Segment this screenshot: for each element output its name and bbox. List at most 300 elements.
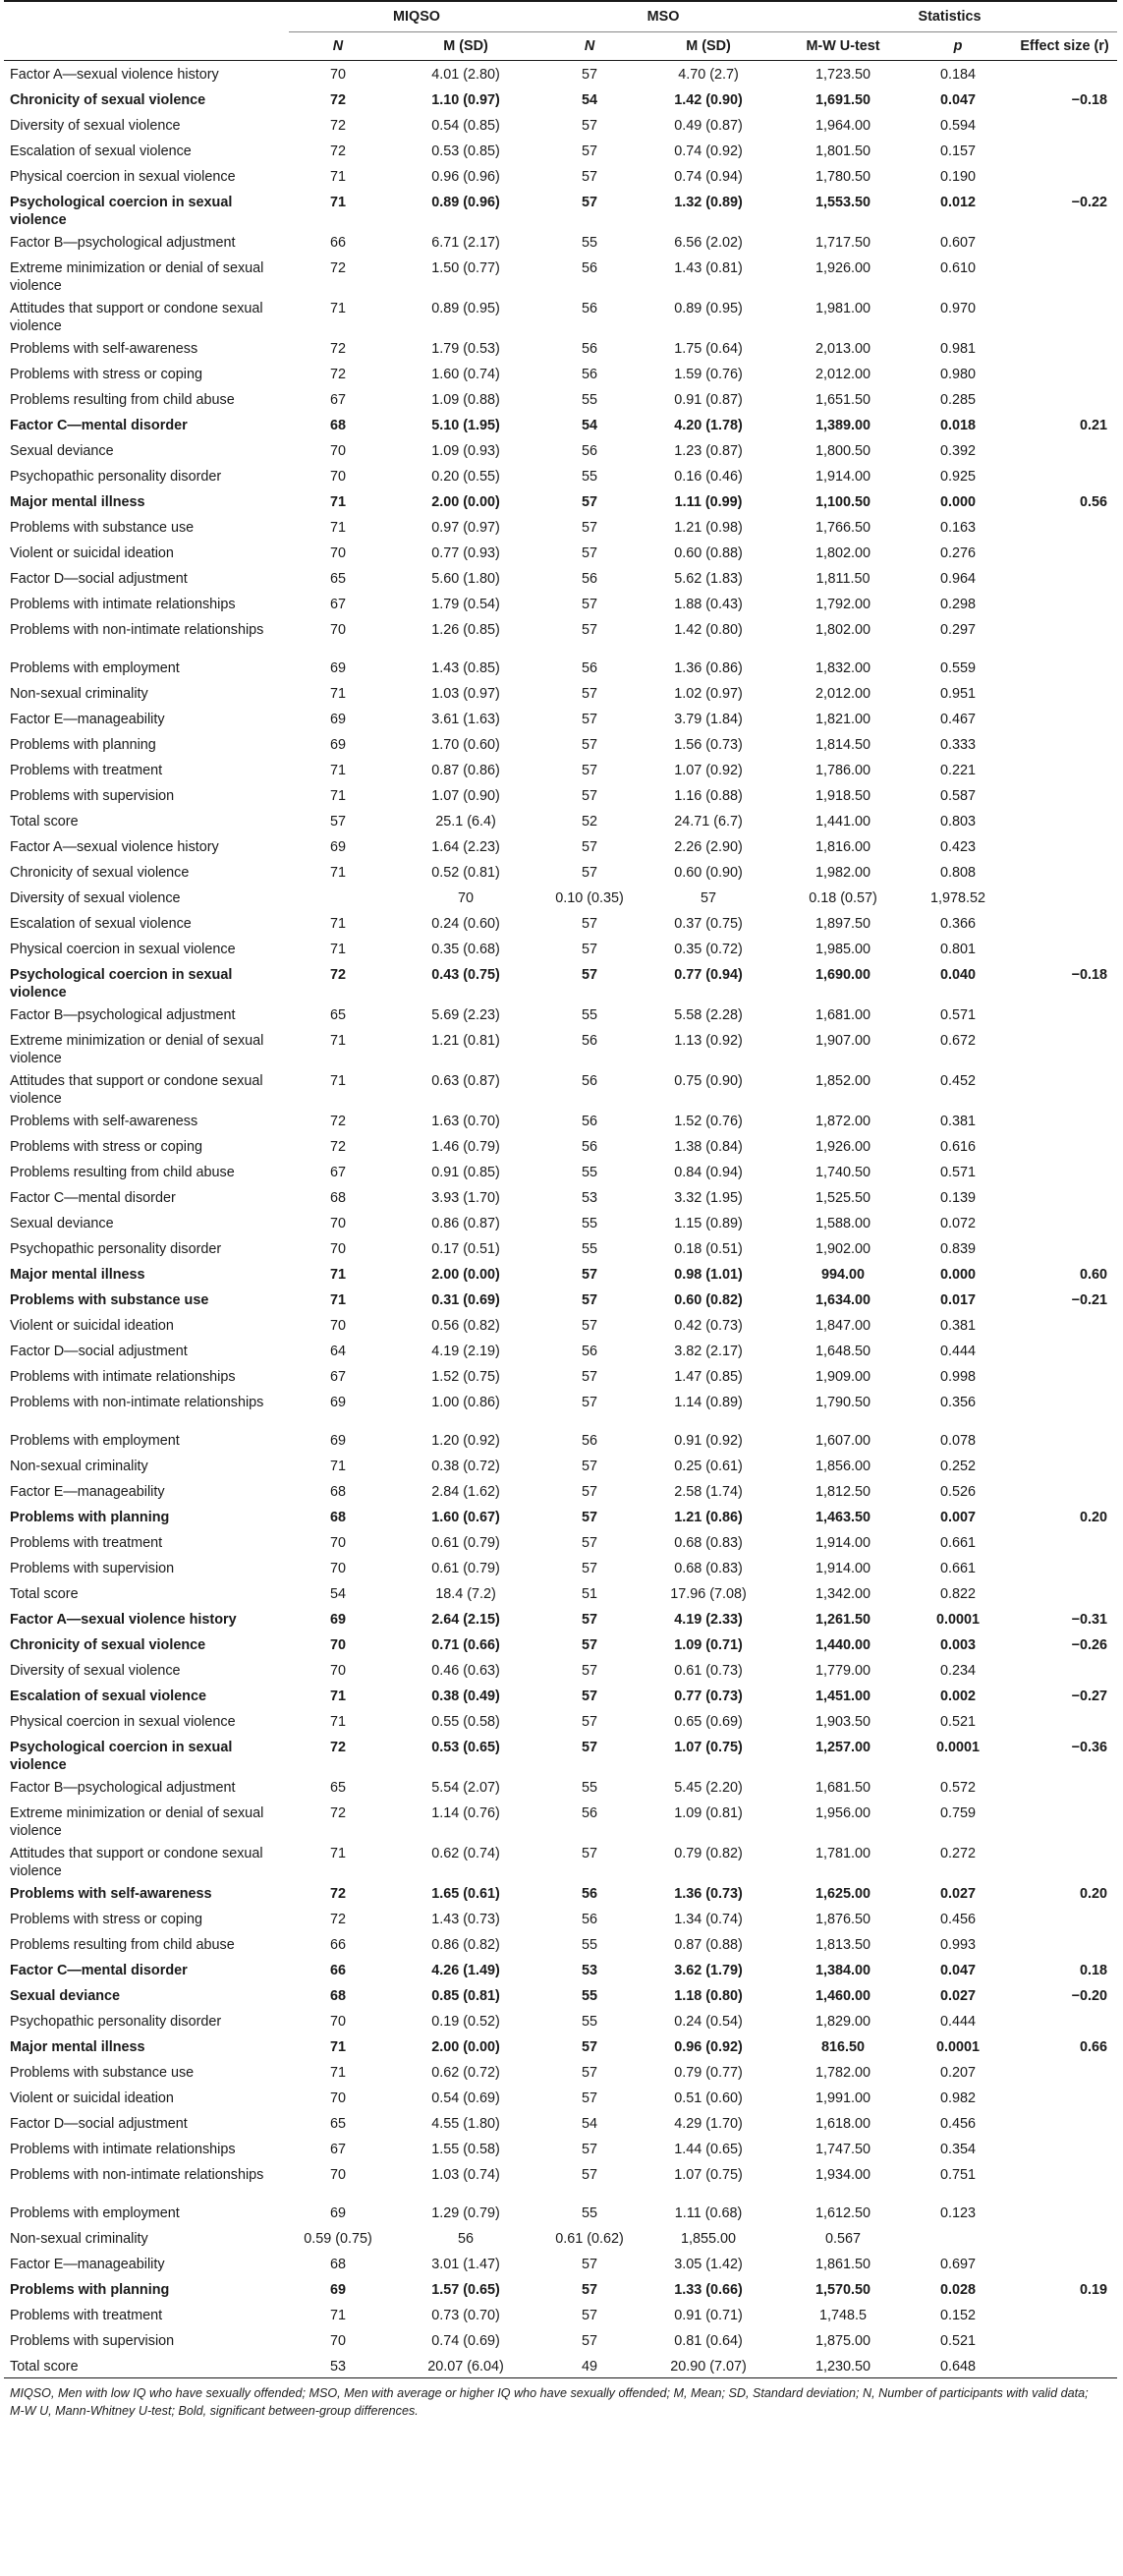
effect-size xyxy=(1012,2251,1117,2276)
miqso-n: 71 xyxy=(329,1713,346,1730)
p-value: 0.661 xyxy=(940,1534,977,1551)
mso-n: 55 xyxy=(582,2204,598,2221)
p-value: 0.801 xyxy=(940,941,977,957)
row-label: Problems with planning xyxy=(10,736,156,753)
mso-mean-sd: 1.43 (0.81) xyxy=(674,259,743,276)
mw-u-value: 1,648.50 xyxy=(815,1343,871,1359)
mso-n: 57 xyxy=(582,838,598,855)
miqso-mean-sd: 0.89 (0.96) xyxy=(431,194,500,210)
row-label: Problems with substance use xyxy=(10,519,195,536)
table-row xyxy=(4,1027,1117,1067)
p-value: 0.452 xyxy=(940,1072,977,1089)
effect-size xyxy=(1012,1235,1117,1261)
miqso-mean-sd: 1.10 (0.97) xyxy=(431,91,500,108)
mso-n: 57 xyxy=(582,117,598,134)
mw-u-value: 1,612.50 xyxy=(815,2204,871,2221)
table-row xyxy=(4,1504,1117,1529)
p-value: 0.297 xyxy=(940,621,977,638)
effect-size xyxy=(1012,910,1117,936)
miqso-mean-sd: 1.57 (0.65) xyxy=(431,2281,500,2298)
mw-u-value: 1,747.50 xyxy=(815,2141,871,2157)
mw-u-value: 1,802.00 xyxy=(815,621,871,638)
row-label: Attitudes that support or condone sexual violence xyxy=(10,1072,263,1107)
mso-mean-sd: 1,855.00 xyxy=(681,2230,737,2247)
table-row xyxy=(4,1389,1117,1427)
p-value: 0.072 xyxy=(940,1215,977,1231)
mw-u-value: 1,964.00 xyxy=(815,117,871,134)
mw-u-value: 1,782.00 xyxy=(815,2064,871,2081)
mso-n: 55 xyxy=(582,1936,598,1953)
miqso-mean-sd: 2.84 (1.62) xyxy=(431,1483,500,1500)
table-row xyxy=(4,2161,1117,2200)
miqso-n: 71 xyxy=(329,762,346,778)
mso-mean-sd: 1.11 (0.68) xyxy=(674,2204,743,2221)
effect-size: 0.19 xyxy=(1080,2281,1108,2298)
mso-mean-sd: 0.91 (0.87) xyxy=(674,391,743,408)
mso-n: 57 xyxy=(582,2332,598,2349)
mso-mean-sd: 0.81 (0.64) xyxy=(674,2332,743,2349)
p-value: 0.648 xyxy=(904,2353,1012,2378)
mw-u-value: 1,903.50 xyxy=(815,1713,871,1730)
table-row xyxy=(4,1067,1117,1108)
miqso-n: 69 xyxy=(329,2281,346,2298)
mso-mean-sd: 4.19 (2.33) xyxy=(674,1611,743,1628)
mso-mean-sd: 17.96 (7.08) xyxy=(670,1585,747,1602)
miqso-n: 68 xyxy=(329,1987,346,2004)
miqso-mean-sd: 1.46 (0.79) xyxy=(431,1138,500,1155)
miqso-mean-sd: 0.19 (0.52) xyxy=(431,2013,500,2030)
effect-size: −0.18 xyxy=(1071,91,1108,108)
mso-n: 54 xyxy=(582,91,598,108)
p-value: 0.571 xyxy=(940,1164,977,1180)
mso-mean-sd: 1.02 (0.97) xyxy=(674,685,743,702)
miqso-mean-sd: 2.64 (2.15) xyxy=(431,1611,500,1628)
miqso-mean-sd: 0.46 (0.63) xyxy=(431,1662,500,1679)
row-label: Problems with supervision xyxy=(10,787,175,804)
table-footnote: MIQSO, Men with low IQ who have sexually offended; MSO, Men with average or higher IQ who have sexually offended; M, Mean; SD, Standard deviation; N, Number of participants with valid data; M-W U, Mann-Whitney U-test; Bold, significant between-group differences. xyxy=(10,2386,1089,2418)
mso-n: 56 xyxy=(582,1113,598,1129)
row-label: Diversity of sexual violence xyxy=(10,1662,181,1679)
miqso-n: 70 xyxy=(329,1240,346,1257)
mso-mean-sd: 1.38 (0.84) xyxy=(674,1138,743,1155)
effect-size xyxy=(1012,1184,1117,1210)
table-body xyxy=(4,61,1117,2378)
miqso-n: 64 xyxy=(329,1343,346,1359)
mso-mean-sd: 2.58 (1.74) xyxy=(674,1483,743,1500)
miqso-mean-sd: 0.62 (0.74) xyxy=(431,1845,500,1861)
row-label: Factor C—mental disorder xyxy=(10,1962,188,1978)
row-label: Problems with employment xyxy=(10,2204,180,2221)
mso-mean-sd: 0.37 (0.75) xyxy=(674,915,743,932)
mw-u-value: 1,618.00 xyxy=(815,2115,871,2132)
effect-size xyxy=(1012,1555,1117,1580)
mw-u-value: 1,389.00 xyxy=(815,417,871,433)
miqso-n: 72 xyxy=(329,1911,346,1927)
mso-mean-sd: 0.16 (0.46) xyxy=(674,468,743,485)
effect-size xyxy=(1012,361,1117,386)
miqso-n: 72 xyxy=(329,1885,346,1902)
p-value: 0.298 xyxy=(940,596,977,612)
mw-u-value: 1,441.00 xyxy=(815,813,871,830)
miqso-n: 69 xyxy=(329,838,346,855)
row-label: Factor C—mental disorder xyxy=(10,417,188,433)
effect-size xyxy=(1012,782,1117,808)
miqso-n: 70 xyxy=(329,1560,346,1576)
mw-u-value: 1,634.00 xyxy=(815,1291,871,1308)
miqso-mean-sd: 0.17 (0.51) xyxy=(431,1240,500,1257)
mso-mean-sd: 0.60 (0.88) xyxy=(674,544,743,561)
p-value: 0.272 xyxy=(940,1845,977,1861)
mso-n: 56 xyxy=(582,659,598,676)
mso-n: 57 xyxy=(582,1845,598,1861)
miqso-n: 71 xyxy=(329,300,346,316)
header-n-mso: N xyxy=(544,32,635,61)
mw-u-value: 1,861.50 xyxy=(815,2256,871,2272)
mso-n: 54 xyxy=(582,2115,598,2132)
mw-u-value: 1,690.00 xyxy=(815,966,871,983)
mw-u-value: 1,821.00 xyxy=(815,711,871,727)
row-label: Problems with non-intimate relationships xyxy=(10,1394,264,1410)
row-label: Problems with intimate relationships xyxy=(10,1368,236,1385)
mso-mean-sd: 0.49 (0.87) xyxy=(674,117,743,134)
mso-mean-sd: 0.79 (0.77) xyxy=(674,2064,743,2081)
miqso-n: 68 xyxy=(329,417,346,433)
miqso-n: 54 xyxy=(329,1585,346,1602)
header-mw-u: M-W U-test xyxy=(782,32,904,61)
table-row xyxy=(4,655,1117,680)
miqso-n: 70 xyxy=(329,1636,346,1653)
mso-n: 57 xyxy=(582,519,598,536)
mso-n: 55 xyxy=(582,1240,598,1257)
row-label: Problems with substance use xyxy=(10,1291,209,1308)
mso-mean-sd: 0.68 (0.83) xyxy=(674,1534,743,1551)
miqso-n: 70 xyxy=(329,442,346,459)
p-value: 0.163 xyxy=(940,519,977,536)
miqso-mean-sd: 0.24 (0.60) xyxy=(431,915,500,932)
header-msd-mso: M (SD) xyxy=(635,32,782,61)
mw-u-value: 1,792.00 xyxy=(815,596,871,612)
row-label: Factor D—social adjustment xyxy=(10,570,188,587)
effect-size xyxy=(1012,1067,1117,1108)
effect-size xyxy=(1012,463,1117,488)
mso-n: 57 xyxy=(582,1636,598,1653)
effect-size xyxy=(1012,1338,1117,1363)
miqso-mean-sd: 0.85 (0.81) xyxy=(431,1987,500,2004)
effect-size xyxy=(1012,386,1117,412)
p-value: 0.012 xyxy=(940,194,977,210)
mso-n: 55 xyxy=(582,468,598,485)
miqso-mean-sd: 18.4 (7.2) xyxy=(435,1585,496,1602)
p-value: 0.672 xyxy=(940,1032,977,1049)
row-label: Factor D—social adjustment xyxy=(10,1343,188,1359)
mso-mean-sd: 1.07 (0.92) xyxy=(674,762,743,778)
mso-mean-sd: 0.87 (0.88) xyxy=(674,1936,743,1953)
effect-size xyxy=(1012,1389,1117,1427)
mw-u-value: 1,781.00 xyxy=(815,1845,871,1861)
mso-mean-sd: 1.07 (0.75) xyxy=(674,1739,743,1755)
mso-mean-sd: 0.74 (0.94) xyxy=(674,168,743,185)
miqso-mean-sd: 2.00 (0.00) xyxy=(431,2038,500,2055)
miqso-mean-sd: 1.09 (0.93) xyxy=(431,442,500,459)
miqso-n: 71 xyxy=(329,1032,346,1049)
effect-size: 0.60 xyxy=(1080,1266,1108,1283)
effect-size xyxy=(1012,1580,1117,1606)
miqso-n: 72 xyxy=(329,1113,346,1129)
row-label: Major mental illness xyxy=(10,1266,145,1283)
miqso-n: 71 xyxy=(329,685,346,702)
mw-u-value: 1,872.00 xyxy=(815,1113,871,1129)
table-row xyxy=(4,1002,1117,1027)
table-row xyxy=(4,565,1117,591)
miqso-n: 70 xyxy=(329,1662,346,1679)
mso-n: 56 xyxy=(582,570,598,587)
mso-mean-sd: 4.70 (2.7) xyxy=(678,67,739,83)
miqso-mean-sd: 4.19 (2.19) xyxy=(431,1343,500,1359)
miqso-n: 70 xyxy=(329,2089,346,2106)
miqso-n: 71 xyxy=(329,519,346,536)
p-value: 0.234 xyxy=(940,1662,977,1679)
mso-n: 55 xyxy=(582,1779,598,1796)
mw-u-value: 2,012.00 xyxy=(815,685,871,702)
mso-n: 57 xyxy=(582,736,598,753)
mso-n: 57 xyxy=(582,544,598,561)
mw-u-value: 1,802.00 xyxy=(815,544,871,561)
mw-u-value: 1,723.50 xyxy=(815,67,871,83)
row-label: Problems with stress or coping xyxy=(10,1911,202,1927)
mso-n: 55 xyxy=(582,1987,598,2004)
effect-size xyxy=(1012,2136,1117,2161)
p-value: 0.980 xyxy=(940,366,977,382)
mso-mean-sd: 0.77 (0.73) xyxy=(674,1688,743,1704)
mso-mean-sd: 0.89 (0.95) xyxy=(674,300,743,316)
miqso-mean-sd: 1.00 (0.86) xyxy=(431,1394,500,1410)
row-label: Total score xyxy=(10,1585,79,1602)
table-row xyxy=(4,255,1117,295)
mso-n: 55 xyxy=(582,391,598,408)
mw-u-value: 1,926.00 xyxy=(815,1138,871,1155)
effect-size xyxy=(1012,885,1117,910)
mso-n: 56 xyxy=(582,259,598,276)
mso-mean-sd: 4.20 (1.78) xyxy=(674,417,743,433)
p-value: 0.607 xyxy=(940,234,977,251)
table-row xyxy=(4,1840,1117,1880)
miqso-mean-sd: 1.43 (0.85) xyxy=(431,659,500,676)
effect-size xyxy=(1012,437,1117,463)
mso-n: 56 xyxy=(582,1343,598,1359)
mso-mean-sd: 6.56 (2.02) xyxy=(674,234,743,251)
miqso-mean-sd: 3.01 (1.47) xyxy=(431,2256,500,2272)
p-value: 0.839 xyxy=(940,1240,977,1257)
miqso-n: 71 xyxy=(329,1291,346,1308)
p-value: 0.571 xyxy=(940,1006,977,1023)
miqso-mean-sd: 0.53 (0.65) xyxy=(431,1739,500,1755)
effect-size xyxy=(1012,1159,1117,1184)
mso-n: 57 xyxy=(582,2281,598,2298)
miqso-mean-sd: 0.55 (0.58) xyxy=(431,1713,500,1730)
p-value: 0.040 xyxy=(940,966,977,983)
miqso-n: 71 xyxy=(329,2307,346,2323)
row-label: Escalation of sexual violence xyxy=(10,143,192,159)
mso-n: 51 xyxy=(582,1585,598,1602)
effect-size xyxy=(1012,2059,1117,2085)
mso-n: 57 xyxy=(582,1534,598,1551)
mso-n: 52 xyxy=(582,813,598,830)
table-row xyxy=(4,1184,1117,1210)
mw-u-value: 1,918.50 xyxy=(815,787,871,804)
p-value: 0.803 xyxy=(940,813,977,830)
row-label: Non-sexual criminality xyxy=(10,1458,148,1474)
effect-size: −0.36 xyxy=(1071,1739,1108,1755)
effect-size xyxy=(1012,1529,1117,1555)
miqso-mean-sd: 1.60 (0.67) xyxy=(431,1509,500,1525)
table-row xyxy=(4,1734,1117,1774)
mso-n: 57 xyxy=(582,2089,598,2106)
p-value: 0.925 xyxy=(940,468,977,485)
mso-n: 57 xyxy=(582,1394,598,1410)
mso-n: 56 xyxy=(582,1138,598,1155)
mso-n: 57 xyxy=(582,67,598,83)
p-value: 0.007 xyxy=(940,1509,977,1525)
table-row xyxy=(4,1657,1117,1683)
mso-n: 57 xyxy=(582,711,598,727)
p-value: 0.152 xyxy=(940,2307,977,2323)
table-row xyxy=(4,2225,1117,2251)
mw-u-value: 1,440.00 xyxy=(815,1636,871,1653)
mso-mean-sd: 0.74 (0.92) xyxy=(674,143,743,159)
p-value: 0.759 xyxy=(940,1804,977,1821)
miqso-n: 68 xyxy=(329,1509,346,1525)
mso-mean-sd: 1.36 (0.86) xyxy=(674,659,743,676)
mso-n: 57 xyxy=(582,1688,598,1704)
mso-mean-sd: 1.18 (0.80) xyxy=(674,1987,743,2004)
mw-u-value: 1,852.00 xyxy=(815,1072,871,1089)
miqso-mean-sd: 0.63 (0.87) xyxy=(431,1072,500,1089)
miqso-mean-sd: 3.61 (1.63) xyxy=(431,711,500,727)
miqso-mean-sd: 5.69 (2.23) xyxy=(431,1006,500,1023)
effect-size: −0.20 xyxy=(1071,1987,1108,2004)
mso-mean-sd: 1.88 (0.43) xyxy=(674,596,743,612)
miqso-n: 72 xyxy=(329,366,346,382)
p-value: 0.184 xyxy=(940,67,977,83)
miqso-mean-sd: 0.38 (0.72) xyxy=(431,1458,500,1474)
p-value: 0.027 xyxy=(940,1987,977,2004)
table-row xyxy=(4,1287,1117,1312)
mso-n: 55 xyxy=(582,1215,598,1231)
p-value: 0.970 xyxy=(940,300,977,316)
effect-size xyxy=(1012,255,1117,295)
row-label: Sexual deviance xyxy=(10,442,114,459)
miqso-n: 70 xyxy=(329,1317,346,1334)
effect-size xyxy=(1012,680,1117,706)
table-row xyxy=(4,189,1117,229)
mso-n: 57 xyxy=(582,2141,598,2157)
effect-size: −0.21 xyxy=(1071,1291,1108,1308)
p-value: 0.0001 xyxy=(936,1739,981,1755)
effect-size xyxy=(1012,1906,1117,1931)
effect-size xyxy=(1012,2161,1117,2200)
header-n-miqso: N xyxy=(289,32,387,61)
miqso-mean-sd: 0.35 (0.68) xyxy=(431,941,500,957)
miqso-n: 68 xyxy=(329,1483,346,1500)
miqso-n xyxy=(289,885,387,910)
effect-size xyxy=(1012,2110,1117,2136)
row-label: Escalation of sexual violence xyxy=(10,915,192,932)
miqso-n: 70 xyxy=(329,2166,346,2183)
mso-mean-sd: 1.11 (0.99) xyxy=(674,493,743,510)
miqso-n: 69 xyxy=(329,1611,346,1628)
miqso-n: 67 xyxy=(329,1368,346,1385)
table-row xyxy=(4,2353,1117,2378)
effect-size xyxy=(1012,1840,1117,1880)
table-row xyxy=(4,616,1117,655)
miqso-n: 65 xyxy=(329,1779,346,1796)
miqso-mean-sd: 3.93 (1.70) xyxy=(431,1189,500,1206)
mw-u-value: 1,553.50 xyxy=(815,194,871,210)
row-label: Major mental illness xyxy=(10,493,145,510)
mso-mean-sd: 1.07 (0.75) xyxy=(674,2166,743,2183)
mw-u-value: 1,829.00 xyxy=(815,2013,871,2030)
table-row xyxy=(4,1338,1117,1363)
mw-u-value: 1,813.50 xyxy=(815,1936,871,1953)
miqso-mean-sd: 1.50 (0.77) xyxy=(431,259,500,276)
mso-n: 57 xyxy=(582,2256,598,2272)
miqso-n: 72 xyxy=(329,91,346,108)
table-row xyxy=(4,1774,1117,1800)
row-label: Factor D—social adjustment xyxy=(10,2115,188,2132)
mw-u-value: 1,748.5 xyxy=(819,2307,868,2323)
miqso-mean-sd: 1.07 (0.90) xyxy=(431,787,500,804)
table-row xyxy=(4,2251,1117,2276)
miqso-mean-sd: 0.54 (0.85) xyxy=(431,117,500,134)
effect-size xyxy=(1012,61,1117,86)
mw-u-value: 1,779.00 xyxy=(815,1662,871,1679)
effect-size xyxy=(1012,808,1117,833)
mso-n: 57 xyxy=(582,2038,598,2055)
table-row xyxy=(4,2085,1117,2110)
row-label: Physical coercion in sexual violence xyxy=(10,1713,236,1730)
row-label: Problems with self-awareness xyxy=(10,340,198,357)
mw-u-value: 816.50 xyxy=(821,2038,866,2055)
row-label: Psychopathic personality disorder xyxy=(10,2013,222,2030)
effect-size xyxy=(1012,229,1117,255)
mw-u-value: 1,812.50 xyxy=(815,1483,871,1500)
table-row xyxy=(4,591,1117,616)
miqso-mean-sd: 1.03 (0.97) xyxy=(431,685,500,702)
mso-mean-sd: 3.82 (2.17) xyxy=(674,1343,743,1359)
table-row xyxy=(4,910,1117,936)
row-label: Problems with self-awareness xyxy=(10,1113,198,1129)
p-value: 0.366 xyxy=(940,915,977,932)
mso-n: 56 xyxy=(582,1885,598,1902)
mw-u-value: 2,013.00 xyxy=(815,340,871,357)
mso-n: 56 xyxy=(582,340,598,357)
p-value: 0.123 xyxy=(940,2204,977,2221)
effect-size xyxy=(1012,2327,1117,2353)
mso-n: 57 xyxy=(582,685,598,702)
p-value: 0.0001 xyxy=(936,1611,981,1628)
row-label: Problems with treatment xyxy=(10,762,163,778)
row-label: Violent or suicidal ideation xyxy=(10,1317,174,1334)
p-value: 0.521 xyxy=(940,1713,977,1730)
mso-n: 57 xyxy=(582,941,598,957)
p-value: 0.221 xyxy=(940,762,977,778)
effect-size: 0.21 xyxy=(1080,417,1108,433)
mw-u-value: 1,463.50 xyxy=(815,1509,871,1525)
row-label: Problems with supervision xyxy=(10,2332,175,2349)
mw-u-value: 994.00 xyxy=(821,1266,866,1283)
table-row xyxy=(4,1312,1117,1338)
mw-u-value: 1,956.00 xyxy=(815,1804,871,1821)
